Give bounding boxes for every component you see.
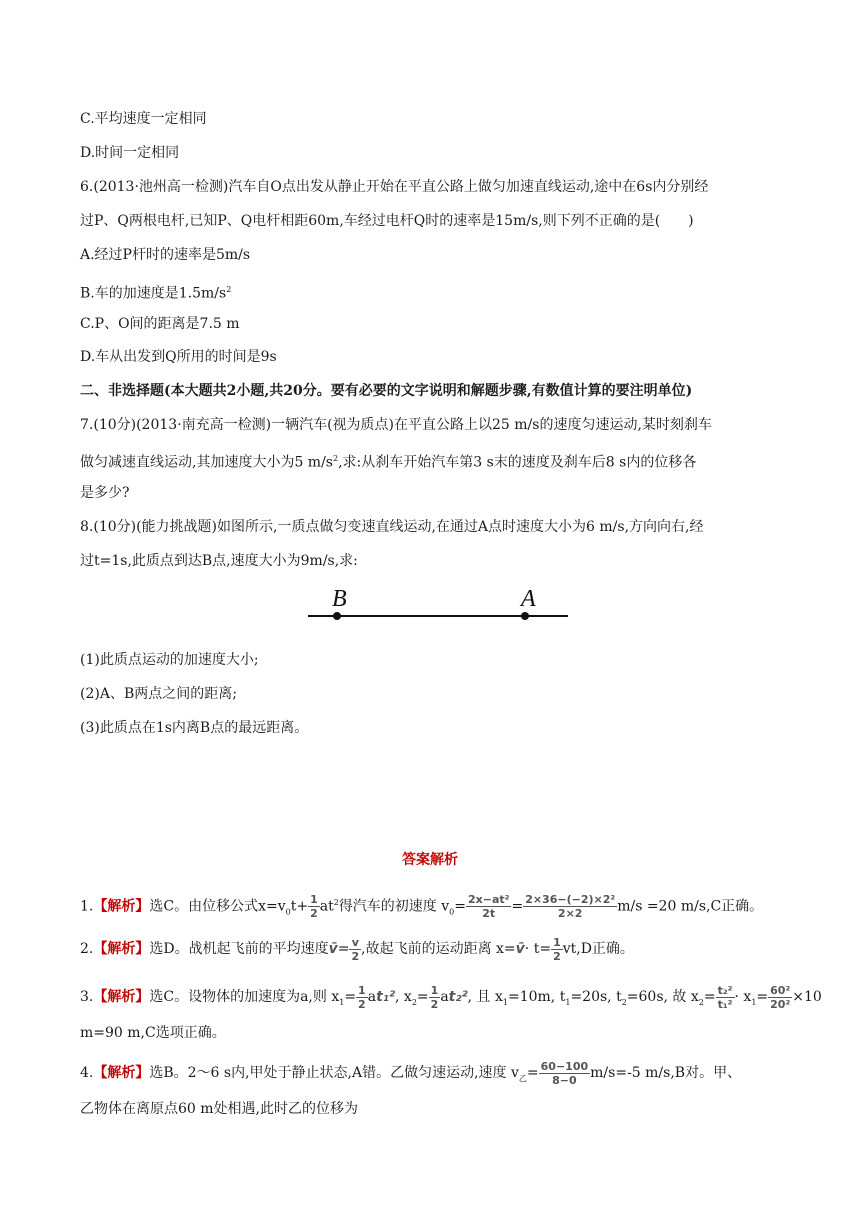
fraction-2: $\frac{\text{2×36−(−2)×2²}}{2\times 2}$ bbox=[525, 893, 616, 921]
q8-sub1: (1)此质点运动的加速度大小; bbox=[80, 652, 259, 668]
q6-option-c: C.P、O间的距离是7.5 m bbox=[80, 316, 240, 332]
q7-line1: 7.(10分)(2013·南充高一检测)一辆汽车(视为质点)在平直公路上以25 m/s的速度匀速运动,某时刻刹车 bbox=[80, 417, 712, 433]
velocity-fraction: $\frac{60-100}{8-0}$ bbox=[540, 1059, 589, 1087]
answer-1: 1.【解析】选C。由位移公式$x=v_0t+$ $\frac{1}{2}$ $at^2$得汽车的初速度 $v_0=$ $\frac{\text{2x−at²}}{2t}$ = $\frac{\text{2×36−(−2)×2²}}{2\times 2}$ m/s =20 m/s,C正确。 bbox=[80, 893, 764, 921]
point-a-label: A bbox=[521, 586, 536, 612]
point-b-label: B bbox=[332, 586, 347, 612]
squares-fraction: $\frac{\text{60²}}{\text{20²}}$ bbox=[770, 983, 791, 1011]
q7-line2: 做匀减速直线运动,其加速度大小为5 $m/s^2$,求:从刹车开始汽车第3 s末的速度及刹车后8 s内的位移各 bbox=[80, 454, 697, 471]
v-half-fraction: $\frac{v}{2}$ bbox=[351, 935, 360, 963]
fraction-1: $\frac{\text{2x−at²}}{2t}$ bbox=[467, 893, 510, 921]
q8-line2: 过t=1s,此质点到达B点,速度大小为9m/s,求: bbox=[80, 553, 358, 569]
q6-option-a: A.经过P杆时的速率是5m/s bbox=[80, 247, 251, 263]
q6-stem-line2: 过P、Q两根电杆,已知P、Q电杆相距60m,车经过电杆Q时的速率是15m/s,则下列不正确的是( ) bbox=[80, 213, 694, 229]
analysis-tag: 【解析】 bbox=[93, 898, 150, 915]
q7-line3: 是多少? bbox=[80, 485, 130, 501]
q8-line1: 8.(10分)(能力挑战题)如图所示,一质点做匀变速直线运动,在通过A点时速度大小为6 m/s,方向向右,经 bbox=[80, 519, 704, 535]
q5-option-c: C.平均速度一定相同 bbox=[80, 111, 207, 127]
ratio-fraction: $\frac{\text{t₂²}}{\text{t₁²}}$ bbox=[717, 983, 733, 1011]
section2-heading: 二、非选择题(本大题共2小题,共20分。要有必要的文字说明和解题步骤,有数值计算的要注明单位) bbox=[80, 383, 693, 399]
q6-option-b: B.车的加速度是$1.5m/s^2$ bbox=[80, 285, 232, 302]
point-b-dot bbox=[333, 612, 341, 620]
answers-title: 答案解析 bbox=[402, 852, 458, 868]
q8-sub2: (2)A、B两点之间的距离; bbox=[80, 686, 237, 702]
answer-4-line1: 4.【解析】选B。2～6 s内,甲处于静止状态,A错。乙做匀速运动,速度 $v_乙=$ $\frac{60-100}{8-0}$ m/s=-5 m/s,B对。甲、 bbox=[80, 1059, 742, 1087]
q8-sub3: (3)此质点在1s内离B点的最远距离。 bbox=[80, 720, 309, 736]
answer-2: 2.【解析】选D。战机起飞前的平均速度v̄= $\frac{v}{2}$ ,故起飞前的运动距离 x=v̄· t= $\frac{1}{2}$ vt,D正确。 bbox=[80, 935, 634, 963]
answer-4-line2: 乙物体在离原点60 m处相遇,此时乙的位移为 bbox=[80, 1101, 358, 1117]
q6-option-d: D.车从出发到Q所用的时间是9s bbox=[80, 349, 277, 365]
point-a-dot bbox=[521, 612, 529, 620]
q5-option-d: D.时间一定相同 bbox=[80, 145, 180, 161]
answer-3-line2: m=90 m,C选项正确。 bbox=[80, 1025, 226, 1041]
q8-diagram bbox=[300, 580, 580, 630]
q6-stem-line1: 6.(2013·池州高一检测)汽车自O点出发从静止开始在平直公路上做匀加速直线运动,途中在6s内分别经 bbox=[80, 179, 709, 195]
answer-3-line1: 3.【解析】选C。设物体的加速度为a,则 $x_1=$ $\frac{1}{2}$ at₁², $x_2=$ $\frac{1}{2}$ at₂², 且 $x_1=10m$, $t_1=20s$, $t_2=60s$, 故 $x_2=$ $\frac{\text{t₂²}}{\text{t₁²}}$ · $x_1=$ $\frac{\text{60²}}{\text{20²}}$ ×10 bbox=[80, 983, 822, 1011]
half-fraction: $\frac{1}{2}$ bbox=[310, 893, 318, 921]
half-fraction: $\frac{1}{2}$ bbox=[553, 935, 561, 963]
